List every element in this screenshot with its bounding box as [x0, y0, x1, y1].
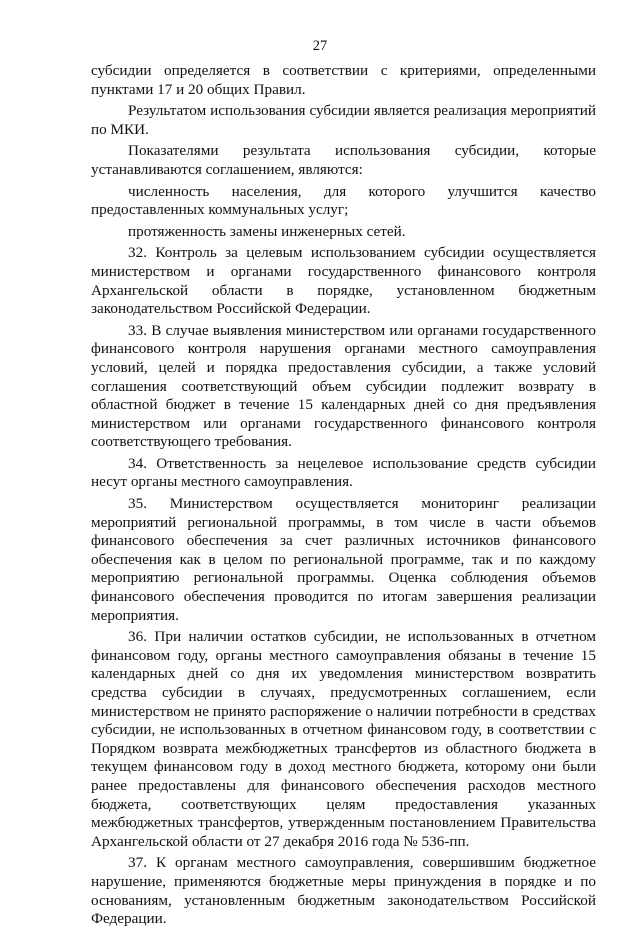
paragraph-34-responsibility: 34. Ответственность за нецелевое использование средств субсидии несут органы местного самоуправления.	[91, 454, 596, 491]
paragraph-32-control: 32. Контроль за целевым использованием субсидии осуществляется министерством и органами государственного финансового контроля Архангельской области в порядке, установленном бюджетным законодательством Российской Федерации.	[91, 244, 596, 318]
paragraph-indicator-networks: протяженность замены инженерных сетей.	[128, 222, 406, 240]
paragraph-subsidy-criteria: субсидии определяется в соответствии с критериями, определенными пунктами 17 и 20 общих Правил.	[91, 62, 596, 98]
page-number: 27	[312, 38, 328, 54]
paragraph-37-enforcement: 37. К органам местного самоуправления, совершившим бюджетное нарушение, применяются бюджетные меры принуждения в порядке и по основаниям, установленным бюджетным законодательством Российской Федерации.	[91, 854, 596, 928]
paragraph-result-indicators: Показателями результата использования субсидии, которые устанавливаются соглашением, являются:	[91, 142, 596, 178]
paragraph-subsidy-result: Результатом использования субсидии является реализация мероприятий по МКИ.	[91, 102, 596, 138]
paragraph-36-remaining-funds: 36. При наличии остатков субсидии, не использованных в отчетном финансовом году, органы местного самоуправления обязаны в течение 15 календарных дней со дня их уведомления министерством возвратить средства субсидии в случаях, предусмотренных соглашением, если министерством не принято распоряжение о наличии потребности в средствах субсидии, не использованных в отчетном финансовом году, в соответствии с Порядком возврата межбюджетных трансфертов из областного бюджета в текущем финансовом году в доход местного бюджета, которому они были ранее предоставлены для финансового обеспечения расходов местного бюджета, соответствующих целям предоставления указанных межбюджетных трансфертов, утвержденным постановлением Правительства Архангельской области от 27 декабря 2016 года № 536-пп.	[91, 628, 596, 850]
paragraph-35-monitoring: 35. Министерством осуществляется мониторинг реализации мероприятий региональной программы, в том числе в части объемов финансового обеспечения за счет различных источников финансового обеспечения как в целом по региональной программе, так и по каждому мероприятию региональной программы. Оценка соблюдения объемов финансового обеспечения проводится по итогам завершения реализации мероприятия.	[91, 495, 596, 624]
paragraph-indicator-population: численность населения, для которого улучшится качество предоставленных коммунальных услуг;	[91, 182, 596, 219]
paragraph-33-violations: 33. В случае выявления министерством или органами государственного финансового контроля нарушения органами местного самоуправления условий, целей и порядка предоставления субсидии, а также условий соглашения соответствующий объем субсидии подлежит возврату в областной бюджет в течение 15 календарных дней со дня предъявления министерством или органами государственного финансового контроля соответствующего требования.	[91, 321, 596, 451]
document-body	[91, 62, 596, 929]
